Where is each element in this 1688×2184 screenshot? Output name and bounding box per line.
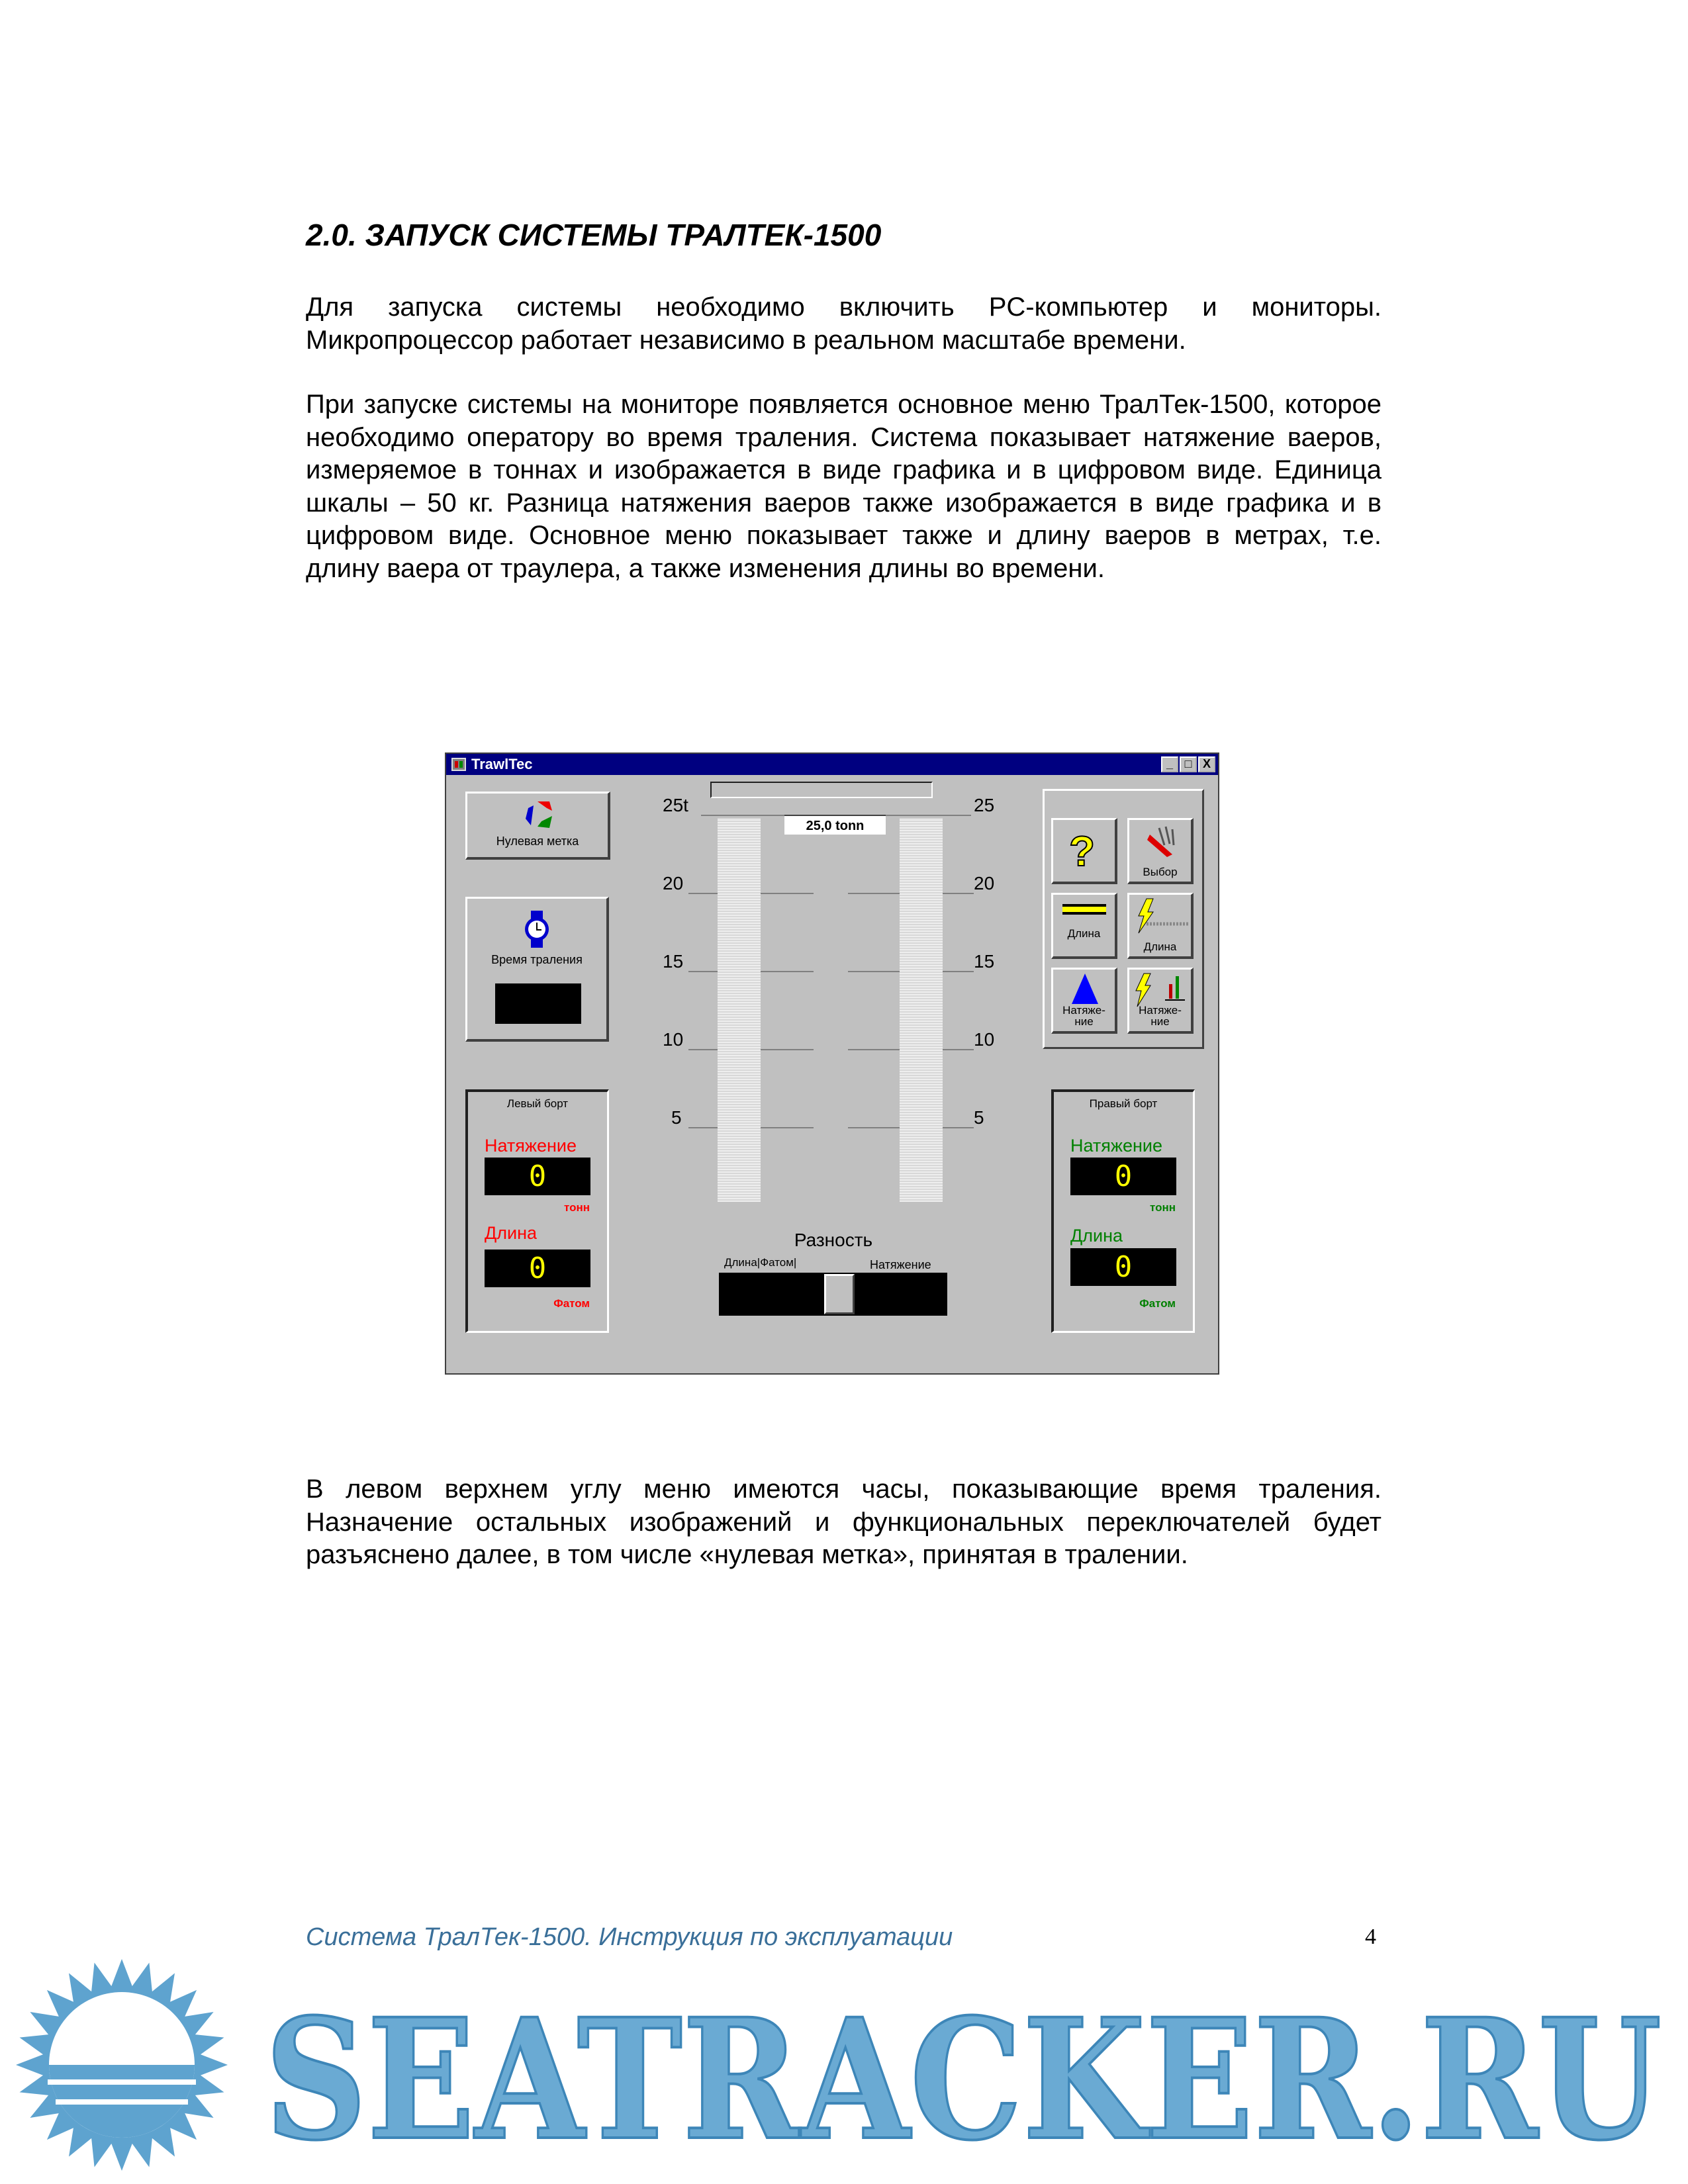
right-length-unit: Фатом: [1139, 1297, 1176, 1310]
right-board-title: Правый борт: [1089, 1097, 1158, 1110]
left-tension-label: Натяжение: [485, 1136, 577, 1156]
length-trend-button[interactable]: [1127, 893, 1194, 959]
left-length-unit: Фатом: [553, 1297, 590, 1310]
difference-title: Разность: [794, 1230, 873, 1250]
minimize-button[interactable]: _: [1161, 756, 1178, 772]
question-mark-icon: ?: [1069, 827, 1096, 875]
right-board-panel: [1051, 1089, 1195, 1333]
scale-label-left-15: 15: [663, 951, 684, 972]
lightning-bars-icon: [1133, 972, 1189, 1008]
scale-label-left-10: 10: [663, 1029, 684, 1050]
function-button-panel: [1043, 789, 1204, 1049]
scale-label-right-25: 25: [974, 795, 995, 815]
tension-label-1: Натяже- ние: [1062, 1004, 1105, 1028]
tension-label-2: Натяже- ние: [1139, 1004, 1182, 1028]
left-tension-bar: [718, 818, 761, 1202]
left-tension-display: 0: [485, 1158, 590, 1195]
tension-trend-button[interactable]: [1127, 968, 1194, 1034]
max-tension-label: 25,0 tonn: [784, 815, 886, 835]
trawltec-window: [445, 752, 1219, 1375]
ruler-icon: [1062, 904, 1106, 915]
svg-text:SEATRACKER.RU: SEATRACKER.RU: [265, 1982, 1662, 2177]
top-slot: [710, 782, 933, 798]
select-button[interactable]: [1127, 818, 1194, 884]
trawl-time-label: Время траления: [491, 953, 583, 966]
difference-length-label: Длина|Фатом|: [724, 1256, 797, 1269]
section-heading: 2.0. ЗАПУСК СИСТЕМЫ ТРАЛТЕК-1500: [306, 218, 882, 252]
pocket-knife-icon: [1146, 825, 1179, 858]
scale-label-right-5: 5: [974, 1107, 984, 1128]
left-length-label: Длина: [485, 1223, 538, 1243]
lightning-length-icon: [1133, 897, 1189, 934]
scale-label-right-10: 10: [974, 1029, 995, 1050]
help-button[interactable]: [1051, 818, 1117, 884]
left-board-panel: [465, 1089, 609, 1333]
zero-mark-label: Нулевая метка: [496, 835, 579, 848]
scale-label-right-20: 20: [974, 873, 995, 893]
tension-button[interactable]: [1051, 968, 1117, 1034]
recycle-arrows-icon: [523, 799, 556, 832]
page-number: 4: [1365, 1925, 1376, 1949]
length-label-2: Длина: [1143, 940, 1177, 953]
scale-label-right-15: 15: [974, 951, 995, 972]
length-label-1: Длина: [1067, 927, 1101, 940]
left-board-title: Левый борт: [506, 1097, 569, 1110]
paragraph-startup: Для запуска системы необходимо включить PC-компьютер и мониторы. Микропроцессор работает независимо в реальном масштабе времени.: [306, 293, 1382, 355]
right-tension-bar: [900, 818, 943, 1202]
right-tension-display: 0: [1070, 1158, 1176, 1195]
zero-mark-button[interactable]: [465, 792, 610, 860]
scale-label-left-25: 25t: [663, 795, 688, 815]
window-title: TrawlTec: [471, 756, 533, 772]
select-label: Выбор: [1143, 866, 1178, 878]
left-length-display: 0: [485, 1250, 590, 1287]
trawl-time-panel: [465, 897, 609, 1042]
footer-text: Система ТралТек-1500. Инструкция по эксплуатации: [306, 1923, 953, 1951]
left-tension-unit: тонн: [563, 1201, 590, 1214]
right-tension-label: Натяжение: [1070, 1136, 1162, 1156]
scale-label-left-20: 20: [663, 873, 684, 893]
paragraph-description: В левом верхнем углу меню имеются часы, показывающие время траления. Назначение остальных изображений и функциональных переключателей будет разъяснено далее, в том числе «нулевая метка», принятая в тралении.: [306, 1475, 1382, 1569]
right-length-display: 0: [1070, 1248, 1176, 1286]
triangle-icon: [1070, 972, 1100, 1005]
close-button[interactable]: X: [1198, 756, 1215, 772]
watch-icon: [522, 911, 552, 948]
difference-slider-knob[interactable]: [824, 1274, 855, 1314]
app-icon: [451, 758, 466, 771]
title-bar[interactable]: [446, 754, 1218, 775]
scale-label-left-5: 5: [671, 1107, 682, 1128]
length-button[interactable]: [1051, 893, 1117, 959]
seatracker-watermark-logo: [0, 1959, 1688, 2184]
right-tension-unit: тонн: [1149, 1201, 1176, 1214]
maximize-button[interactable]: □: [1180, 756, 1197, 772]
paragraph-main-menu: При запуске системы на мониторе появляется основное меню ТралТек-1500, которое необходимо оператору во время траления. Система показывает натяжение ваеров, измеряемое в тоннах и изображается в виде графика и в цифровом виде. Единица шкалы – 50 кг. Разница натяжения ваеров также изображается в виде графика и в цифровом виде. Основное меню показывает также и длину ваеров в метрах, т.е. длину ваера от траулера, а также изменения длины во времени.: [306, 390, 1382, 583]
trawl-time-display: [495, 983, 581, 1024]
difference-tension-label: Натяжение: [870, 1258, 931, 1271]
right-length-label: Длина: [1070, 1226, 1123, 1246]
